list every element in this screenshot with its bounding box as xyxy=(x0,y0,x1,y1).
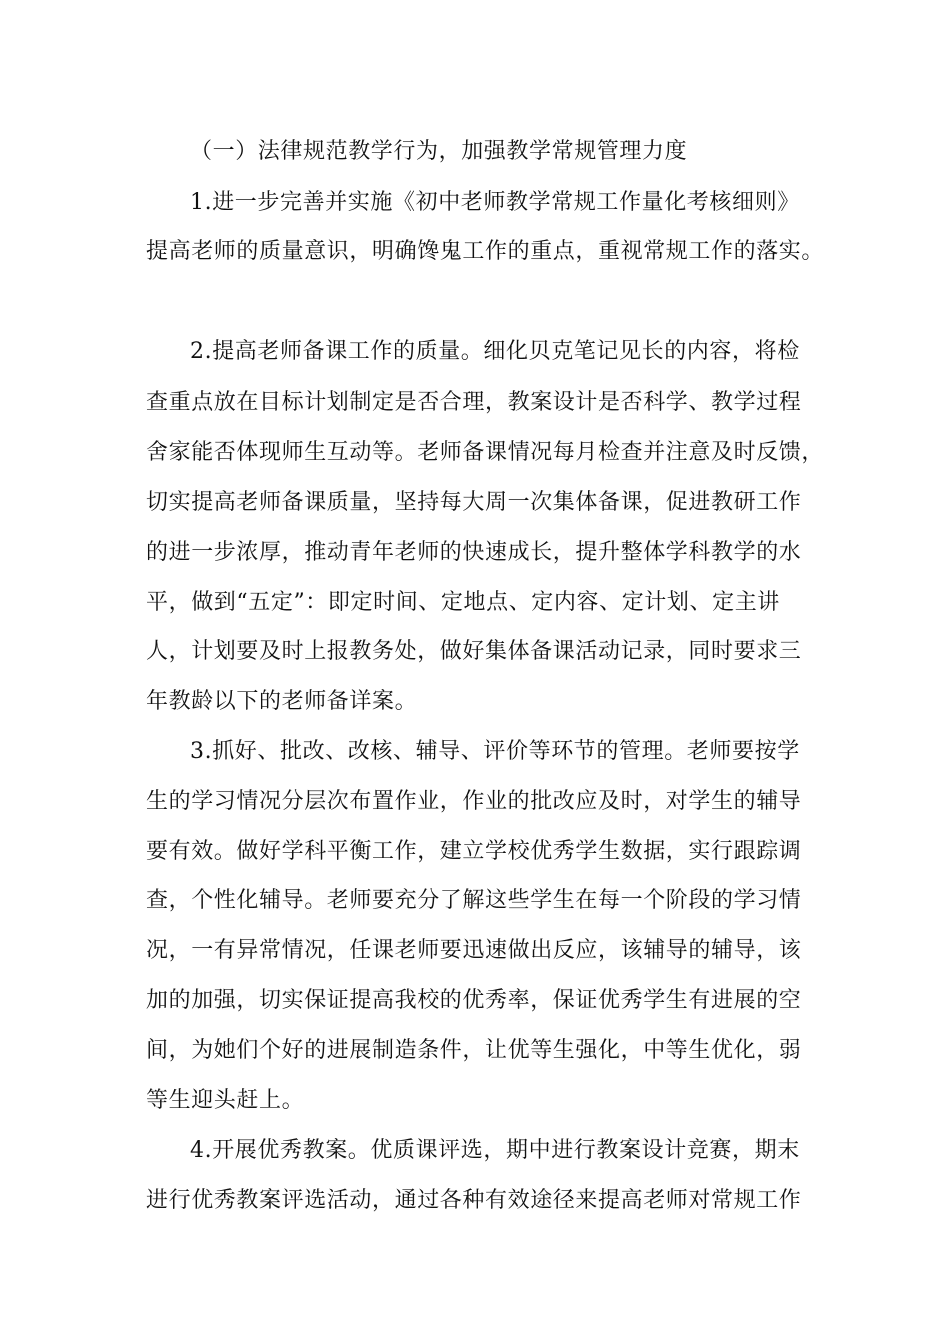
paragraph-4-line-2: 进行优秀教案评选活动，通过各种有效途径来提高老师对常规工作 xyxy=(146,1188,802,1213)
paragraph-2-line-3: 舍家能否体现师生互动等。老师备课情况每月检查并注意及时反馈， xyxy=(146,440,825,465)
paragraph-3-line-2: 生的学习情况分层次布置作业，作业的批改应及时，对学生的辅导 xyxy=(146,789,802,814)
paragraph-3-line-4: 查，个性化辅导。老师要充分了解这些学生在每一个阶段的学习情 xyxy=(146,888,802,913)
paragraph-2-line-4: 切实提高老师备课质量，坚持每大周一次集体备课，促进教研工作 xyxy=(146,490,802,515)
paragraph-3-line-1: 3.抓好、批改、改核、辅导、评价等环节的管理。老师要按学 xyxy=(190,739,800,764)
paragraph-3-line-6: 加的加强，切实保证提高我校的优秀率，保证优秀学生有进展的空 xyxy=(146,988,802,1013)
paragraph-3-line-5: 况，一有异常情况，任课老师要迅速做出反应，该辅导的辅导，该 xyxy=(146,938,802,963)
paragraph-3-line-7: 间，为她们个好的进展制造条件，让优等生强化，中等生优化，弱 xyxy=(146,1038,802,1063)
paragraph-2-line-8: 年教龄以下的老师备详案。 xyxy=(146,689,418,714)
paragraph-2-line-6: 平，做到“五定”：即定时间、定地点、定内容、定计划、定主讲 xyxy=(146,590,780,615)
paragraph-2-line-5: 的进一步浓厚，推动青年老师的快速成长，提升整体学科教学的水 xyxy=(146,540,802,565)
section-heading: （一）法律规范教学行为，加强教学常规管理力度 xyxy=(190,139,688,164)
paragraph-2-line-2: 查重点放在目标计划制定是否合理，教案设计是否科学、教学过程 xyxy=(146,390,802,415)
paragraph-3-line-8: 等生迎头赶上。 xyxy=(146,1088,305,1113)
paragraph-2-line-1: 2.提高老师备课工作的质量。细化贝克笔记见长的内容，将检 xyxy=(190,339,800,364)
paragraph-3-line-3: 要有效。做好学科平衡工作，建立学校优秀学生数据，实行跟踪调 xyxy=(146,839,802,864)
paragraph-1-line-2: 提高老师的质量意识，明确馋鬼工作的重点，重视常规工作的落实。 xyxy=(146,239,825,264)
paragraph-1-line-1: 1.进一步完善并实施《初中老师教学常规工作量化考核细则》 xyxy=(190,190,800,215)
paragraph-4-line-1: 4.开展优秀教案。优质课评选，期中进行教案设计竞赛，期末 xyxy=(190,1138,800,1163)
paragraph-2-line-7: 人，计划要及时上报教务处，做好集体备课活动记录，同时要求三 xyxy=(146,639,802,664)
